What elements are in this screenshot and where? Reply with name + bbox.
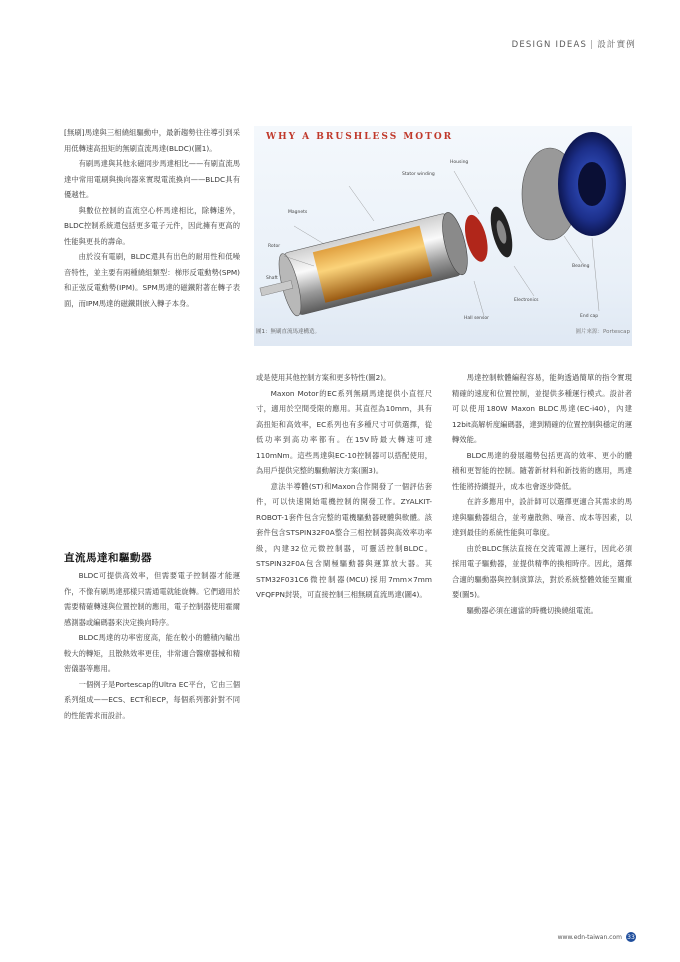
- paragraph: Maxon Motor的EC系列無刷馬達提供小直徑尺寸，適用於空間受限的應用。其直徑為10mm，具有高扭矩和高效率，EC系列也有多種尺寸可供選擇，從低功率到高功率都有。在15V時最大轉速可達110mNm。這些馬達與EC-10控制器可以搭配使用，為用戶提供完整的驅動解決方案(圖3)。: [256, 388, 432, 475]
- paragraph: 或是使用其他控制方案和更多特性(圖2)。: [256, 373, 391, 382]
- paragraph: 意法半導體(ST)和Maxon合作開發了一個評估套件，可以快速開始電機控制的開發工作。ZYALKIT-ROBOT-1套件包含完整的電機驅動器硬體與軟體。該套件包含STSPIN32F0A整合三相控制器與高效率功率級，內建32位元微控制器，可靈活控制BLDC。STSPIN32F0A包含閘極驅動器與運算放大器。其STM32F031C6微控制器(MCU)採用7mm×7mm VFQFPN封裝，可直接控制三相無刷直流馬達(圖4)。: [256, 481, 432, 599]
- footer-url: www.edn-taiwan.com: [557, 933, 622, 941]
- header-subsection: 設計實例: [597, 40, 636, 50]
- callout-label: Rotor: [268, 244, 281, 249]
- motor-figure: [254, 126, 632, 346]
- paragraph: 與數位控制的直流空心杯馬達相比，除轉速外，BLDC控制系統還包括更多電子元件，因此擁有更高的性能與更長的壽命。: [64, 205, 240, 246]
- paragraph: 一個例子是Portescap的Ultra EC平台，它由三個系列組成——ECS、ECT和ECP，每個系列都針對不同的性能需求而設計。: [64, 679, 240, 720]
- paragraph: 有刷馬達與其他永磁同步馬達相比——有刷直流馬達中常用電刷與換向器來實現電流換向——BLDC具有優越性。: [64, 159, 240, 199]
- page-footer: [558, 932, 636, 942]
- column-1-top: [64, 125, 240, 311]
- callout-label: Hall sensor: [464, 316, 489, 321]
- paragraph: 由於BLDC無法直接在交流電源上運行，因此必須採用電子驅動器，並提供精準的換相時序。因此，選擇合適的驅動器與控制演算法，對於系統整體效能至關重要(圖5)。: [452, 543, 632, 599]
- callout-label: Electronics: [514, 298, 539, 303]
- header-section: DESIGN IDEAS: [511, 40, 588, 50]
- column-2: [256, 370, 432, 603]
- figure-caption: 圖1：無刷直流馬達構造。: [256, 329, 321, 335]
- figure-title: WHY A BRUSHLESS MOTOR: [266, 132, 454, 142]
- motor-illustration: [254, 126, 632, 346]
- paragraph: BLDC可提供高效率，但需要電子控制器才能運作，不像有刷馬達那樣只需通電就能旋轉。它們適用於需要精確轉速與位置控制的應用，電子控制器使用霍爾感測器或編碼器來決定換向時序。: [64, 571, 240, 627]
- paragraph: [無刷]馬達與三相繞組驅動中，最新趨勢往往導引到采用低轉速高扭矩的無刷直流馬達(BLDC)(圖1)。: [64, 128, 240, 153]
- column-1-bottom: [64, 568, 240, 723]
- header-separator: |: [590, 40, 595, 50]
- paragraph: 馬達控制軟體編程容易，能夠透過簡單的指令實現精確的速度和位置控制，並提供多種運行模式。設計者可以使用180W Maxon BLDC馬達(EC-i40)，內建12bit高解析度編碼器，達到精確的位置控制與穩定的運轉效能。: [452, 373, 632, 444]
- callout-label: Stator winding: [402, 172, 435, 177]
- paragraph: BLDC馬達的發展趨勢包括更高的效率、更小的體積和更智能的控制。隨著新材料和新技術的應用，馬達性能將持續提升，成本也會逐步降低。: [452, 450, 632, 491]
- page-number: 33: [627, 933, 635, 941]
- paragraph: 驅動器必須在適當的時機切換繞組電流。: [466, 605, 598, 615]
- callout-label: Bearing: [572, 264, 590, 269]
- paragraph: 由於沒有電刷，BLDC還具有出色的耐用性和低噪音特性，並主要有兩種繞組類型：梯形反電動勢(SPM)和正弦反電動勢(IPM)。SPM馬達的磁鐵附著在轉子表面，而IPM馬達的磁鐵則嵌入轉子本身。: [64, 252, 240, 308]
- section-heading: 直流馬達和驅動器: [64, 552, 152, 564]
- callout-label: Magnets: [288, 210, 308, 215]
- paragraph: 在許多應用中，設計師可以選擇更適合其需求的馬達與驅動器組合，並考慮散熱、噪音、成本等因素，以達到最佳的系統性能與可靠度。: [452, 497, 632, 537]
- figure-credit: 圖片來源：Portescap: [575, 329, 630, 335]
- callout-label: Shaft: [266, 276, 278, 281]
- paragraph: BLDC馬達的功率密度高，能在較小的體積內輸出較大的轉矩，且散熱效率更佳，非常適合醫療器械和精密儀器等應用。: [64, 633, 240, 673]
- callout-label: Housing: [450, 160, 469, 165]
- running-header: [512, 38, 636, 50]
- column-3: [452, 370, 632, 618]
- callout-label: End cap: [580, 314, 599, 319]
